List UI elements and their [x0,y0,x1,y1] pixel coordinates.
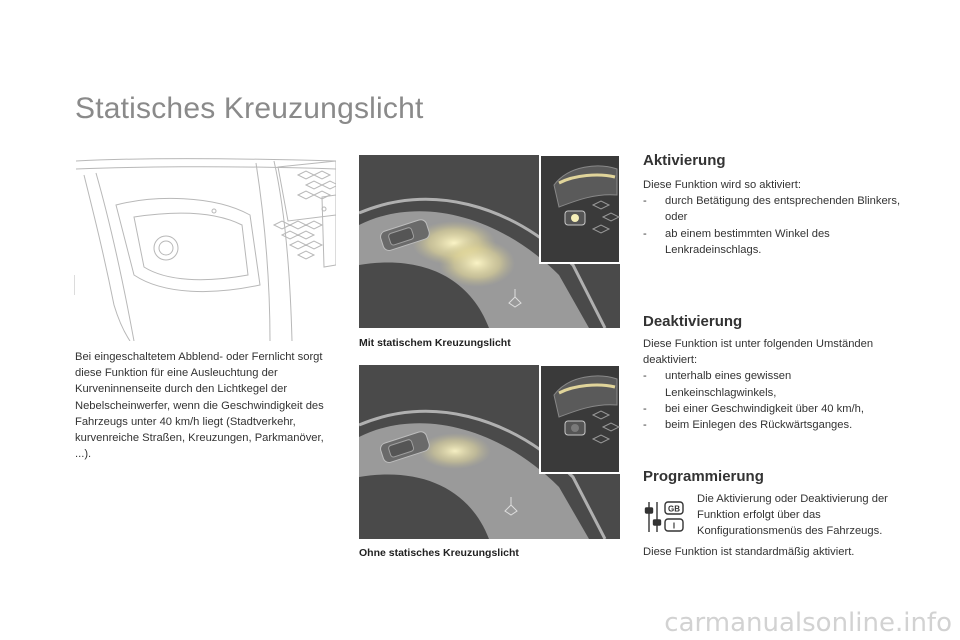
image-without-cornering-light [359,365,620,539]
deaktivierung-item-winkel [643,368,905,400]
aktivierung-oder: oder [665,211,688,224]
caption-without-cornering-light: Ohne statisches Kreuzungslicht [359,547,519,559]
deaktivierung-item-geschwindigkeit [643,401,905,417]
deaktivierung-item-geschwindigkeit-text: bei einer Geschwindigkeit über 40 km/h, [665,402,864,415]
deaktivierung-section [643,336,905,433]
deaktivierung-intro: Diese Funktion ist unter folgenden Umständen deaktiviert: [643,338,874,367]
deaktivierung-item-rueckwaerts [643,417,905,433]
heading-aktivierung: Aktivierung [643,152,726,169]
bullet-dash: - [643,419,647,432]
icon-label-gb: GB [668,504,680,514]
heading-deaktivierung: Deaktivierung [643,313,743,330]
bullet-dash: - [643,370,647,383]
bullet-dash: - [643,195,647,208]
bullet-dash: - [643,402,647,415]
page-title: Statisches Kreuzungslicht [75,92,424,125]
aktivierung-section [643,177,905,258]
deaktivierung-item-rueckwaerts-text: beim Einlegen des Rückwärtsganges. [665,419,853,432]
bullet-dash: - [643,227,647,240]
deaktivierung-item-winkel-text: unterhalb eines gewissen Lenkeinschlagwinkels, [665,370,792,399]
programmierung-text: Die Aktivierung oder Deaktivierung der Funktion erfolgt über das Konfigurationsmenüs des Fahrzeugs. [697,493,888,538]
heading-programmierung: Programmierung [643,468,764,485]
aktivierung-item-winkel-text: ab einem bestimmten Winkel des Lenkradeinschlags. [665,227,830,256]
aktivierung-item-winkel [643,226,905,258]
aktivierung-intro: Diese Funktion wird so aktiviert: [643,179,801,191]
aktivierung-item-blinker [643,193,905,209]
caption-with-cornering-light: Mit statischem Kreuzungslicht [359,337,511,349]
icon-label-i: I [672,521,676,531]
aktivierung-item-blinker-text: durch Betätigung des entsprechenden Blinkers, [665,195,901,208]
intro-paragraph: Bei eingeschaltetem Abblend- oder Fernlicht sorgt diese Funktion für eine Ausleuchtung der Kurveninnenseite durch den Lichtkegel der Nebelscheinwerfer, wenn die Geschwindigkeit des Fahrzeugs unter 40 km/h liegt (Stadtverkehr, kurvenreiche Straßen, Kreuzungen, Parkmanöver, ...). [75,351,324,461]
configuration-menu-icon [643,500,687,534]
bumper-fog-lamp-illustration [74,155,336,341]
image-with-cornering-light [359,155,620,328]
watermark: carmanualsonline.info [664,608,952,638]
default-active-note: Diese Funktion ist standardmäßig aktiviert. [643,546,855,558]
